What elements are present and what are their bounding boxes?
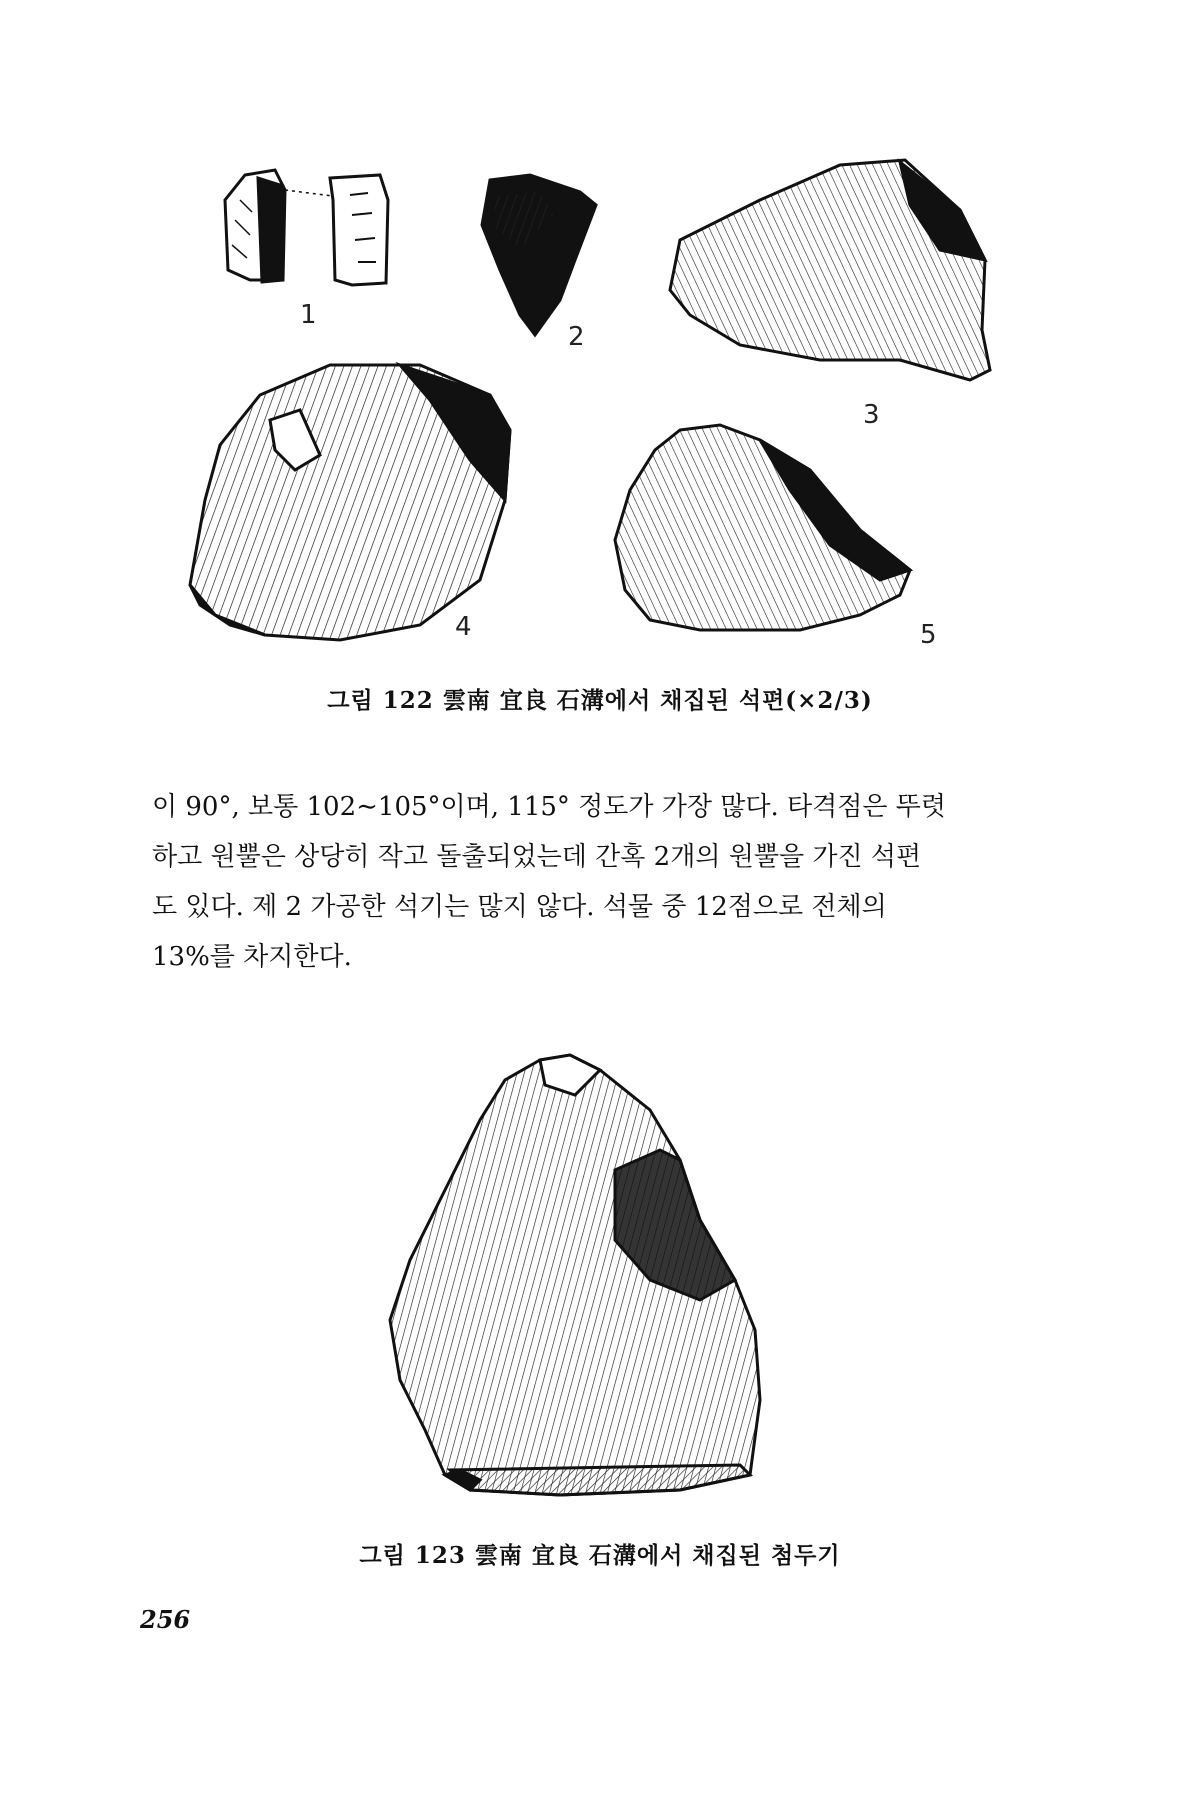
figure-122-illustration [0, 0, 1200, 680]
figure-label-5: 5 [920, 620, 937, 650]
figure-123-illustration [0, 1000, 1200, 1520]
body-line-4: 13%를 차지한다. [152, 942, 352, 972]
body-line-2: 하고 원뿔은 상당히 작고 돌출되었는데 간혹 2개의 원뿔을 가진 석편 [152, 842, 922, 872]
body-line-1: 이 90°, 보통 102∼105°이며, 115° 정도가 가장 많다. 타격점은 뚜렷 [152, 792, 947, 822]
body-paragraph [152, 782, 1052, 982]
flake-2-drawing [482, 175, 596, 335]
flake-3-drawing [670, 160, 990, 380]
figure-label-2: 2 [568, 322, 585, 352]
figure-label-1: 1 [300, 300, 317, 330]
figure-122-caption: 그림 122 雲南 宜良 石溝에서 채집된 석편(×2/3) [327, 687, 873, 714]
figure-122 [0, 0, 1200, 680]
flake-5-drawing [615, 425, 910, 630]
flake-4-drawing [190, 365, 510, 640]
body-line-3: 도 있다. 제 2 가공한 석기는 많지 않다. 석물 중 12점으로 전체의 [152, 892, 887, 922]
flake-1-drawing [225, 170, 388, 285]
point-tool-drawing [390, 1055, 760, 1495]
figure-label-4: 4 [455, 612, 472, 642]
page-number: 256 [140, 1605, 191, 1634]
figure-123-caption: 그림 123 雲南 宜良 石溝에서 채집된 첨두기 [359, 1542, 841, 1569]
figure-label-3: 3 [863, 400, 880, 430]
figure-123 [0, 1000, 1200, 1520]
